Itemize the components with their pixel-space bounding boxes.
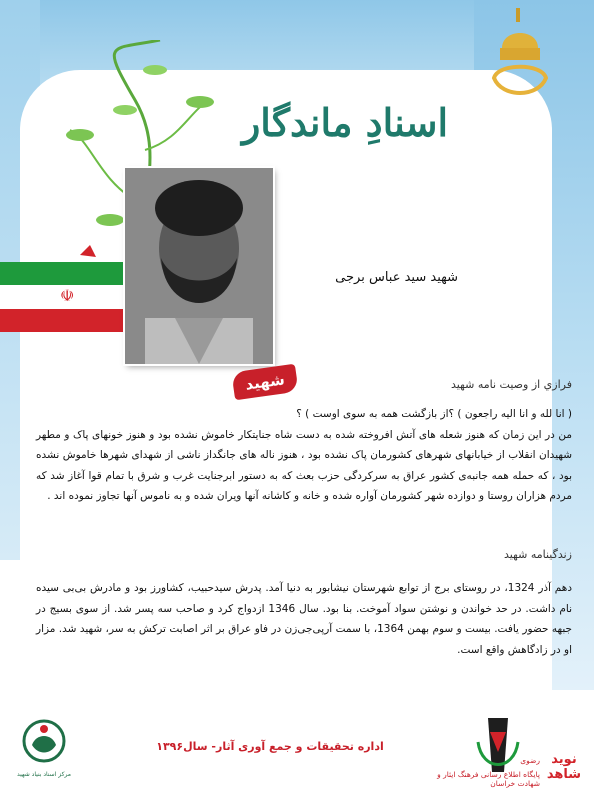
shrine-dome-icon <box>488 8 552 108</box>
footer-office: اداره تحقیقات و جمع آوری آثار- سال۱۳۹۶ <box>156 740 384 753</box>
will-heading: فرازي از وصيت نامه شهيد <box>450 378 572 391</box>
foundation-logo-icon <box>14 715 74 771</box>
brand-region: رضوی <box>520 756 540 765</box>
bio-text: دهم آذر 1324، در روستای برج از توابع شهرستان نیشابور به دنیا آمد. پدرش سیدحبیب، کشاورز بود و مادرش بی‌بی سیده نام داشت. در حد خواندن و نوشتن سواد آموخت. بنا بود. سال 1346 ازدواج کرد و صاحب سه پسر شد. از سوی بسیج در جبهه حضور یافت. بیست و سوم بهمن 1364، با سمت آرپی‌جی‌زن در فاو عراق بر اثر اصابت ترکش به سر، شهید شد. مزار او در زادگاهش واقع است. <box>36 582 572 656</box>
page-title: اسنادِ ماندگار <box>241 100 449 145</box>
iran-flag-icon: ☫ <box>0 262 128 332</box>
brand-tagline: پایگاه اطلاع رسانی فرهنگ ایثار و شهادت خراسان <box>437 770 540 788</box>
will-paragraph: من در این زمان که هنوز شعله های آتش افروخته شده به دست شاه جنایتکار خاموش نشده بود و هنوز خونهای پاک و مطهر شهیدان انقلاب از خیابانهای شهرهای کشورمان پاک نشده بود ، هنوز ناله های جانگداز ناشی از شهدای شهرها خاموش نشده بود ، که حمله همه جانبه‌ی کشور عراق به سرکردگی حزب بعث که به دستور ابرجنایت غرب و شرق با تمام قوا آغاز شد که مردم هزاران روستا و دوازده شهر کشورمان آواره شده و خانه و کاشانه آنها ویران شده و به ناموس آنها تجاوز نموده اند . <box>36 428 572 502</box>
will-text <box>36 404 572 507</box>
foundation-logo <box>14 715 74 785</box>
brand-logo: نوید شاهد <box>546 752 582 782</box>
martyr-name: شهید سید عباس برجی <box>335 270 458 285</box>
will-paragraph: ( انا لله و انا اليه راجعون ) ؟از بازگشت همه به سوی اوست ) ؟ <box>296 408 572 420</box>
bio-heading: زندگينامه شهيد <box>503 548 572 561</box>
martyr-photo <box>125 168 273 364</box>
foundation-logo-caption: مرکز اسناد بنیاد شهید <box>17 771 71 778</box>
shahid-badge: شهید <box>231 364 298 401</box>
